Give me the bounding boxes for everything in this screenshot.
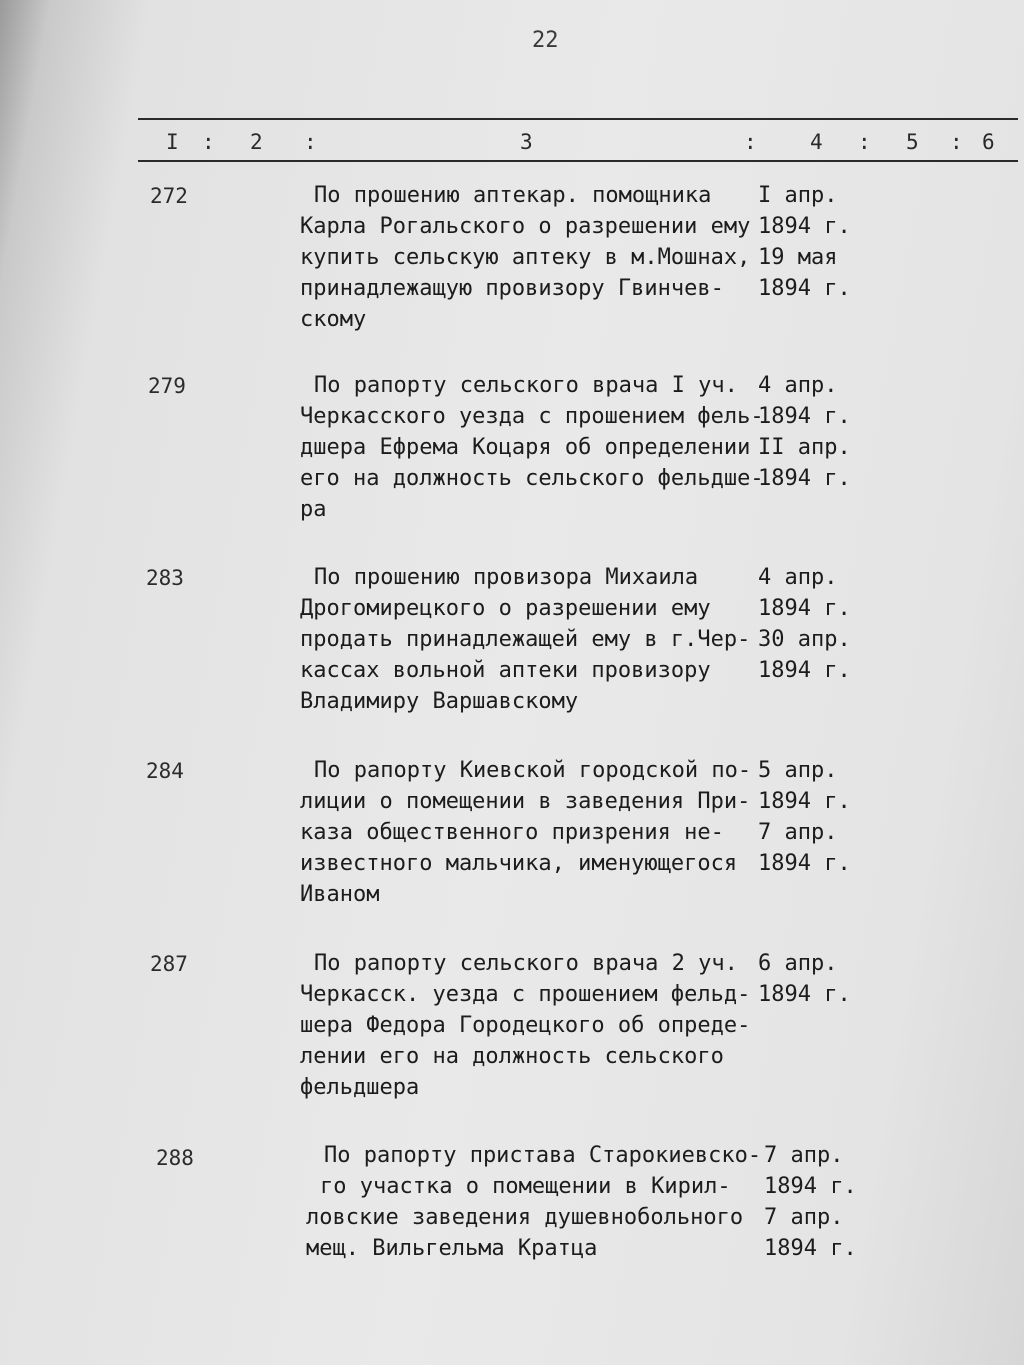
description-line: мещ. Вильгельма Кратца	[306, 1236, 598, 1261]
description-line: Иваном	[300, 882, 380, 907]
date-line: 4 апр.	[758, 565, 838, 590]
entry-dates	[758, 370, 868, 494]
date-line: 1894 г.	[758, 789, 851, 814]
date-line: 7 апр.	[764, 1205, 844, 1230]
column-header-6: 6	[982, 130, 995, 154]
description-line: скому	[300, 307, 367, 332]
entry-dates	[758, 948, 868, 1010]
entry-description	[300, 562, 770, 717]
date-line: 6 апр.	[758, 951, 838, 976]
date-line: 7 апр.	[764, 1143, 844, 1168]
entry-dates	[758, 755, 868, 879]
description-line: По прошению провизора Михаила	[314, 565, 699, 590]
date-line: 1894 г.	[758, 404, 851, 429]
column-header-separator: :	[858, 130, 871, 154]
description-line: принадлежащую провизору Гвинчев-	[300, 276, 724, 301]
date-line: 30 апр.	[758, 627, 851, 652]
description-line: По рапорту Киевской городской по-	[314, 758, 752, 783]
date-line: 7 апр.	[758, 820, 838, 845]
entry-description	[306, 1140, 776, 1264]
table-top-rule	[138, 118, 1018, 120]
entry-number: 279	[148, 374, 186, 398]
entry-dates	[758, 180, 868, 304]
entry-description	[300, 370, 770, 525]
date-line: 1894 г.	[758, 214, 851, 239]
date-line: II апр.	[758, 435, 851, 460]
date-line: 1894 г.	[764, 1236, 857, 1261]
description-line: Черкасск. уезда с прошением фельд-	[300, 982, 751, 1007]
description-line: продать принадлежащей ему в г.Чер-	[300, 627, 751, 652]
date-line: 1894 г.	[758, 982, 851, 1007]
description-line: известного мальчика, именующегося	[300, 851, 738, 876]
date-line: 19 мая	[758, 245, 838, 270]
description-line: дшера Ефрема Коцаря об определении	[300, 435, 751, 460]
date-line: 1894 г.	[758, 851, 851, 876]
description-line: его на должность сельского фельдше-	[300, 466, 764, 491]
date-line: 1894 г.	[758, 276, 851, 301]
page-number: 22	[532, 28, 559, 53]
column-header-separator: :	[304, 130, 317, 154]
description-line: Черкасского уезда с прошением фель-	[300, 404, 764, 429]
column-header-1: I	[166, 130, 179, 154]
description-line: лиции о помещении в заведения При-	[300, 789, 751, 814]
table-header-rule	[138, 160, 1018, 162]
description-line: Карла Рогальского о разрешении ему	[300, 214, 751, 239]
description-line: кассах вольной аптеки провизору	[300, 658, 711, 683]
description-line: По рапорту сельского врача I уч.	[314, 373, 738, 398]
entry-description	[300, 948, 770, 1103]
entry-number: 272	[150, 184, 188, 208]
column-header-separator: :	[744, 130, 757, 154]
date-line: 5 апр.	[758, 758, 838, 783]
entry-number: 287	[150, 952, 188, 976]
description-line: По рапорту пристава Старокиевско-	[324, 1143, 762, 1168]
entry-dates	[758, 562, 868, 686]
column-header-separator: :	[950, 130, 963, 154]
date-line: 4 апр.	[758, 373, 838, 398]
description-line: шера Федора Городецкого об опреде-	[300, 1013, 751, 1038]
description-line: купить сельскую аптеку в м.Мошнах,	[300, 245, 751, 270]
entry-dates	[764, 1140, 874, 1264]
column-header-separator: :	[202, 130, 215, 154]
description-line: Владимиру Варшавскому	[300, 689, 579, 714]
entry-description	[300, 755, 770, 910]
column-header-4: 4	[810, 130, 823, 154]
date-line: I апр.	[758, 183, 838, 208]
description-line: лении его на должность сельского	[300, 1044, 724, 1069]
description-line: По рапорту сельского врача 2 уч.	[314, 951, 738, 976]
description-line: Дрогомирецкого о разрешении ему	[300, 596, 711, 621]
description-line: фельдшера	[300, 1075, 420, 1100]
entry-number: 284	[146, 759, 184, 783]
description-line: ра	[300, 497, 327, 522]
date-line: 1894 г.	[758, 596, 851, 621]
description-line: каза общественного призрения не-	[300, 820, 724, 845]
description-line: По прошению аптекар. помощника	[314, 183, 712, 208]
entry-number: 283	[146, 566, 184, 590]
column-header-5: 5	[906, 130, 919, 154]
entry-number: 288	[156, 1146, 194, 1170]
date-line: 1894 г.	[758, 658, 851, 683]
description-line: ловские заведения душевнобольного	[306, 1205, 744, 1230]
column-header-3: 3	[520, 130, 533, 154]
column-header-2: 2	[250, 130, 263, 154]
entry-description	[300, 180, 770, 335]
date-line: 1894 г.	[764, 1174, 857, 1199]
date-line: 1894 г.	[758, 466, 851, 491]
description-line: го участка о помещении в Кирил-	[320, 1174, 731, 1199]
